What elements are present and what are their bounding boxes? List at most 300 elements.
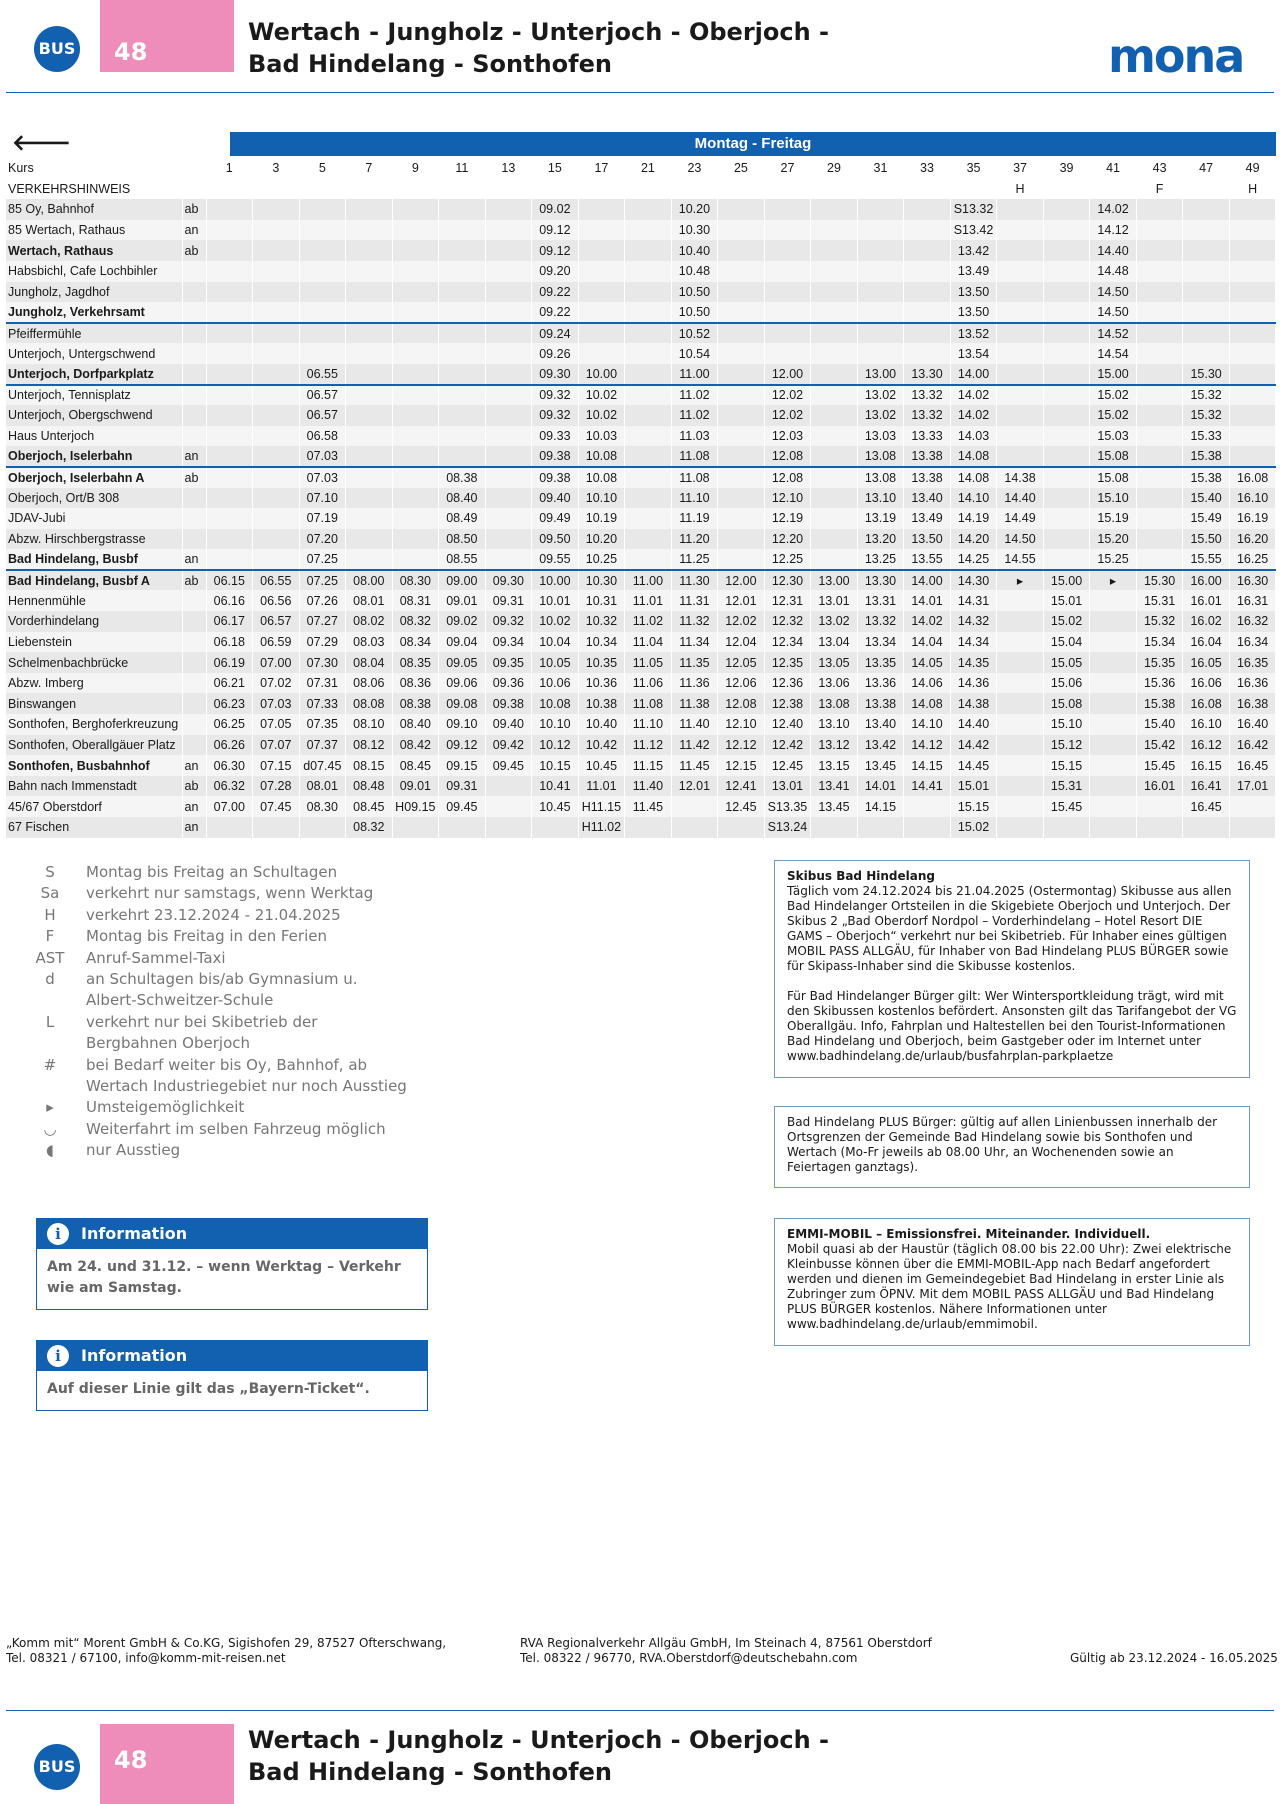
departure-time: [997, 755, 1044, 776]
departure-time: 14.40: [1090, 240, 1137, 261]
departure-time: [253, 199, 300, 220]
departure-time: 13.38: [857, 693, 904, 714]
departure-time: [1090, 796, 1137, 817]
departure-time: 16.08: [1229, 467, 1276, 488]
departure-time: 12.20: [764, 529, 811, 550]
departure-time: [346, 261, 393, 282]
footer-operator-2: [520, 1636, 932, 1666]
departure-time: [671, 796, 718, 817]
departure-time: [625, 261, 672, 282]
departure-time: 14.52: [1090, 323, 1137, 344]
departure-time: 09.45: [439, 796, 486, 817]
departure-time: [299, 343, 346, 364]
departure-time: [346, 405, 393, 426]
stop-name: Abzw. Hirschbergstrasse: [6, 529, 182, 550]
departure-time: ▸: [1090, 570, 1137, 591]
departure-time: [206, 220, 253, 241]
departure-time: [1229, 817, 1276, 838]
departure-time: 12.08: [718, 693, 765, 714]
arr-dep-flag: [182, 735, 206, 756]
departure-time: 06.57: [253, 611, 300, 632]
departure-time: [392, 282, 439, 303]
departure-time: [1136, 323, 1183, 344]
departure-time: 14.05: [904, 652, 951, 673]
departure-time: 10.19: [578, 508, 625, 529]
departure-time: 15.02: [1090, 385, 1137, 406]
departure-time: [485, 488, 532, 509]
legend-text: Anruf-Sammel-Taxi: [86, 948, 226, 967]
legend-symbol: d: [45, 969, 55, 988]
day-banner: Montag - Freitag: [230, 132, 1276, 156]
departure-time: 15.15: [950, 796, 997, 817]
departure-time: [206, 549, 253, 570]
departure-time: [206, 343, 253, 364]
departure-time: 10.02: [578, 385, 625, 406]
departure-time: 16.19: [1229, 508, 1276, 529]
departure-time: 08.04: [346, 652, 393, 673]
stop-name: Oberjoch, Iselerbahn: [6, 446, 182, 467]
departure-time: 12.02: [718, 611, 765, 632]
departure-time: 10.00: [578, 364, 625, 385]
departure-time: 14.15: [904, 755, 951, 776]
kurs-number: 49: [1229, 158, 1276, 179]
kurs-number: 9: [392, 158, 439, 179]
departure-time: 13.35: [857, 652, 904, 673]
departure-time: 11.10: [671, 488, 718, 509]
departure-time: [206, 405, 253, 426]
kurs-number: 41: [1090, 158, 1137, 179]
departure-time: 15.40: [1183, 488, 1230, 509]
departure-time: [346, 549, 393, 570]
departure-time: 06.58: [299, 426, 346, 447]
departure-time: 11.02: [671, 385, 718, 406]
kurs-number: 39: [1043, 158, 1090, 179]
departure-time: [1043, 364, 1090, 385]
departure-time: 14.00: [904, 570, 951, 591]
departure-time: 12.00: [718, 570, 765, 591]
departure-time: [997, 693, 1044, 714]
kurs-number: 13: [485, 158, 532, 179]
legend-symbol: Sa: [40, 884, 60, 903]
departure-time: [718, 220, 765, 241]
departure-time: [346, 240, 393, 261]
departure-time: 13.45: [811, 796, 858, 817]
departure-time: [811, 343, 858, 364]
departure-time: 12.08: [764, 467, 811, 488]
departure-time: [346, 364, 393, 385]
arr-dep-flag: [182, 364, 206, 385]
departure-time: 10.40: [671, 240, 718, 261]
departure-time: 08.06: [346, 673, 393, 694]
departure-time: [811, 405, 858, 426]
departure-time: 14.50: [1090, 282, 1137, 303]
departure-time: 13.50: [904, 529, 951, 550]
departure-time: 09.02: [532, 199, 579, 220]
kurs-number: 23: [671, 158, 718, 179]
departure-time: 09.36: [485, 673, 532, 694]
stop-name: Haus Unterjoch: [6, 426, 182, 447]
departure-time: 10.30: [578, 570, 625, 591]
departure-time: 09.35: [485, 652, 532, 673]
departure-time: [1136, 508, 1183, 529]
arr-dep-flag: an: [182, 549, 206, 570]
departure-time: 14.35: [950, 652, 997, 673]
departure-time: 13.03: [857, 426, 904, 447]
departure-time: [1229, 282, 1276, 303]
departure-time: [1043, 323, 1090, 344]
departure-time: [392, 426, 439, 447]
departure-time: [1229, 405, 1276, 426]
departure-time: [625, 302, 672, 323]
departure-time: [904, 796, 951, 817]
departure-time: [1090, 693, 1137, 714]
departure-time: [346, 323, 393, 344]
hinweis-cell: [764, 179, 811, 200]
departure-time: 15.04: [1043, 632, 1090, 653]
departure-time: 11.08: [671, 467, 718, 488]
departure-time: 09.31: [485, 590, 532, 611]
departure-time: [625, 405, 672, 426]
departure-time: 10.02: [578, 405, 625, 426]
validity-date: Gültig ab 23.12.2024 - 16.05.2025: [1070, 1651, 1278, 1665]
departure-time: 09.32: [485, 611, 532, 632]
departure-time: 08.30: [392, 570, 439, 591]
departure-time: [625, 529, 672, 550]
departure-time: [299, 302, 346, 323]
departure-time: [299, 220, 346, 241]
hinweis-cell: [1183, 179, 1230, 200]
departure-time: 08.49: [439, 508, 486, 529]
departure-time: [392, 488, 439, 509]
departure-time: 06.57: [299, 405, 346, 426]
departure-time: 10.50: [671, 302, 718, 323]
departure-time: [1136, 796, 1183, 817]
departure-time: 12.12: [718, 735, 765, 756]
departure-time: [997, 302, 1044, 323]
departure-time: [811, 467, 858, 488]
departure-time: [253, 282, 300, 303]
departure-time: 15.55: [1183, 549, 1230, 570]
hinweis-cell: [532, 179, 579, 200]
departure-time: [253, 364, 300, 385]
kurs-number: 47: [1183, 158, 1230, 179]
departure-time: 08.01: [346, 590, 393, 611]
departure-time: [206, 199, 253, 220]
departure-time: 14.12: [1090, 220, 1137, 241]
departure-time: 11.38: [671, 693, 718, 714]
departure-time: 13.50: [950, 282, 997, 303]
table-row: [6, 529, 1276, 550]
departure-time: [578, 240, 625, 261]
departure-time: [253, 323, 300, 344]
hinweis-cell: [857, 179, 904, 200]
departure-time: 12.10: [718, 714, 765, 735]
departure-time: 11.42: [671, 735, 718, 756]
departure-time: [392, 261, 439, 282]
departure-time: 13.40: [904, 488, 951, 509]
legend-symbol: H: [44, 905, 56, 924]
departure-time: 15.45: [1136, 755, 1183, 776]
kurs-row: [6, 158, 1276, 179]
departure-time: 14.36: [950, 673, 997, 694]
departure-time: [997, 343, 1044, 364]
departure-time: 15.08: [1043, 693, 1090, 714]
departure-time: [625, 364, 672, 385]
departure-time: 14.38: [950, 693, 997, 714]
hinweis-cell: H: [997, 179, 1044, 200]
arr-dep-flag: an: [182, 220, 206, 241]
departure-time: 09.05: [439, 652, 486, 673]
departure-time: [764, 323, 811, 344]
departure-time: [997, 611, 1044, 632]
departure-time: 10.08: [578, 467, 625, 488]
departure-time: 13.01: [764, 776, 811, 797]
departure-time: [206, 488, 253, 509]
departure-time: 09.02: [439, 611, 486, 632]
departure-time: [857, 282, 904, 303]
departure-time: [1043, 508, 1090, 529]
departure-time: 09.20: [532, 261, 579, 282]
info-box-title: Information: [81, 1346, 188, 1365]
departure-time: 13.34: [857, 632, 904, 653]
departure-time: [1043, 488, 1090, 509]
departure-time: 07.03: [299, 446, 346, 467]
departure-time: 13.54: [950, 343, 997, 364]
departure-time: [718, 488, 765, 509]
departure-time: 08.12: [346, 735, 393, 756]
departure-time: [1043, 549, 1090, 570]
departure-time: [1136, 240, 1183, 261]
departure-time: 13.38: [904, 467, 951, 488]
departure-time: [1090, 673, 1137, 694]
info-box-header: [37, 1341, 427, 1371]
departure-time: 10.25: [578, 549, 625, 570]
legend-text: Albert-Schweitzer-Schule: [86, 991, 274, 1010]
departure-time: 08.15: [346, 755, 393, 776]
departure-time: [1090, 776, 1137, 797]
departure-time: d07.45: [299, 755, 346, 776]
departure-time: [1183, 240, 1230, 261]
departure-time: [811, 364, 858, 385]
departure-time: 14.50: [1090, 302, 1137, 323]
departure-time: 09.01: [439, 590, 486, 611]
arr-dep-flag: ab: [182, 199, 206, 220]
arr-dep-flag: [182, 590, 206, 611]
departure-time: 07.15: [253, 755, 300, 776]
departure-time: 14.19: [950, 508, 997, 529]
departure-time: 09.34: [485, 632, 532, 653]
departure-time: 14.25: [950, 549, 997, 570]
departure-time: 08.30: [299, 796, 346, 817]
departure-time: 15.40: [1136, 714, 1183, 735]
departure-time: 11.05: [625, 652, 672, 673]
departure-time: [253, 529, 300, 550]
legend-text: Montag bis Freitag in den Ferien: [86, 927, 327, 946]
departure-time: [1090, 611, 1137, 632]
departure-time: [299, 282, 346, 303]
departure-time: [485, 446, 532, 467]
departure-time: 12.01: [671, 776, 718, 797]
stop-name: Vorderhindelang: [6, 611, 182, 632]
departure-time: [1043, 302, 1090, 323]
departure-time: 13.40: [857, 714, 904, 735]
departure-time: [485, 364, 532, 385]
departure-time: [485, 405, 532, 426]
departure-time: 15.36: [1136, 673, 1183, 694]
info-icon: i: [47, 1345, 69, 1367]
bus-badge: BUS: [34, 1744, 80, 1790]
departure-time: [764, 282, 811, 303]
departure-time: [206, 261, 253, 282]
departure-time: 09.08: [439, 693, 486, 714]
departure-time: 14.08: [950, 467, 997, 488]
departure-time: 07.31: [299, 673, 346, 694]
departure-time: 12.19: [764, 508, 811, 529]
departure-time: 15.31: [1043, 776, 1090, 797]
departure-time: 07.25: [299, 549, 346, 570]
departure-time: 13.06: [811, 673, 858, 694]
route-title: [248, 1724, 829, 1788]
departure-time: 15.00: [1043, 570, 1090, 591]
departure-time: 12.35: [764, 652, 811, 673]
table-row: [6, 220, 1276, 241]
table-row: [6, 693, 1276, 714]
departure-time: 13.15: [811, 755, 858, 776]
departure-time: [485, 261, 532, 282]
departure-time: [1043, 405, 1090, 426]
departure-time: 13.30: [904, 364, 951, 385]
legend-symbol: AST: [35, 948, 65, 967]
departure-time: 11.10: [625, 714, 672, 735]
kurs-number: 15: [532, 158, 579, 179]
departure-time: 09.38: [485, 693, 532, 714]
departure-time: 06.19: [206, 652, 253, 673]
departure-time: 12.31: [764, 590, 811, 611]
departure-time: 09.12: [532, 220, 579, 241]
departure-time: 13.33: [904, 426, 951, 447]
departure-time: 13.08: [811, 693, 858, 714]
departure-time: 13.36: [857, 673, 904, 694]
departure-time: [1136, 364, 1183, 385]
departure-time: 09.55: [532, 549, 579, 570]
hinweis-cell: [253, 179, 300, 200]
departure-time: [1229, 220, 1276, 241]
page-footer-header: [0, 1714, 1280, 1804]
departure-time: 13.32: [857, 611, 904, 632]
departure-time: 17.01: [1229, 776, 1276, 797]
departure-time: 14.02: [1090, 199, 1137, 220]
departure-time: H11.15: [578, 796, 625, 817]
stop-name: 85 Wertach, Rathaus: [6, 220, 182, 241]
departure-time: 14.04: [904, 632, 951, 653]
departure-time: 13.00: [857, 364, 904, 385]
departure-time: [1229, 323, 1276, 344]
arr-dep-flag: [182, 323, 206, 344]
departure-time: [718, 426, 765, 447]
departure-time: 13.41: [811, 776, 858, 797]
departure-time: 10.45: [578, 755, 625, 776]
departure-time: [392, 385, 439, 406]
departure-time: 11.06: [625, 673, 672, 694]
departure-time: [206, 817, 253, 838]
stop-name: Abzw. Imberg: [6, 673, 182, 694]
departure-time: [811, 323, 858, 344]
stop-name: Liebenstein: [6, 632, 182, 653]
table-row: [6, 385, 1276, 406]
departure-time: 09.12: [439, 735, 486, 756]
hinweis-cell: F: [1136, 179, 1183, 200]
departure-time: 13.19: [857, 508, 904, 529]
table-row: [6, 776, 1276, 797]
departure-time: S13.32: [950, 199, 997, 220]
arr-dep-flag: [182, 343, 206, 364]
kurs-number: 7: [346, 158, 393, 179]
departure-time: [625, 323, 672, 344]
departure-time: [904, 199, 951, 220]
departure-time: 09.26: [532, 343, 579, 364]
stop-name: 67 Fischen: [6, 817, 182, 838]
departure-time: [253, 261, 300, 282]
departure-time: 14.00: [950, 364, 997, 385]
departure-time: 11.15: [625, 755, 672, 776]
departure-time: [997, 426, 1044, 447]
departure-time: 15.02: [950, 817, 997, 838]
departure-time: 10.04: [532, 632, 579, 653]
departure-time: [997, 323, 1044, 344]
departure-time: 14.10: [904, 714, 951, 735]
stop-name: Jungholz, Verkehrsamt: [6, 302, 182, 323]
departure-time: 15.31: [1136, 590, 1183, 611]
departure-time: [346, 488, 393, 509]
stop-name: JDAV-Jubi: [6, 508, 182, 529]
legend-symbol: S: [45, 863, 55, 881]
departure-time: 10.05: [532, 652, 579, 673]
stop-name: Sonthofen, Oberallgäuer Platz: [6, 735, 182, 756]
departure-time: 11.45: [625, 796, 672, 817]
departure-time: 10.36: [578, 673, 625, 694]
table-row: [6, 323, 1276, 344]
departure-time: 07.02: [253, 673, 300, 694]
departure-time: 07.30: [299, 652, 346, 673]
departure-time: 07.28: [253, 776, 300, 797]
departure-time: S13.35: [764, 796, 811, 817]
departure-time: [439, 364, 486, 385]
departure-time: 07.20: [299, 529, 346, 550]
departure-time: [1229, 446, 1276, 467]
departure-time: [206, 508, 253, 529]
departure-time: [578, 220, 625, 241]
departure-time: [485, 323, 532, 344]
departure-time: [625, 240, 672, 261]
departure-time: [206, 385, 253, 406]
departure-time: [718, 549, 765, 570]
departure-time: [299, 261, 346, 282]
departure-time: 13.49: [950, 261, 997, 282]
departure-time: [1136, 261, 1183, 282]
departure-time: [1229, 240, 1276, 261]
departure-time: 06.59: [253, 632, 300, 653]
legend-text: verkehrt nur samstags, wenn Werktag: [86, 884, 374, 903]
departure-time: [1043, 343, 1090, 364]
departure-time: 13.02: [857, 385, 904, 406]
legend-text: verkehrt nur bei Skibetrieb der: [86, 1012, 318, 1031]
departure-time: 11.45: [671, 755, 718, 776]
departure-time: [997, 776, 1044, 797]
hinweis-cell: [671, 179, 718, 200]
departure-time: 08.10: [346, 714, 393, 735]
departure-time: [857, 302, 904, 323]
departure-time: [997, 220, 1044, 241]
